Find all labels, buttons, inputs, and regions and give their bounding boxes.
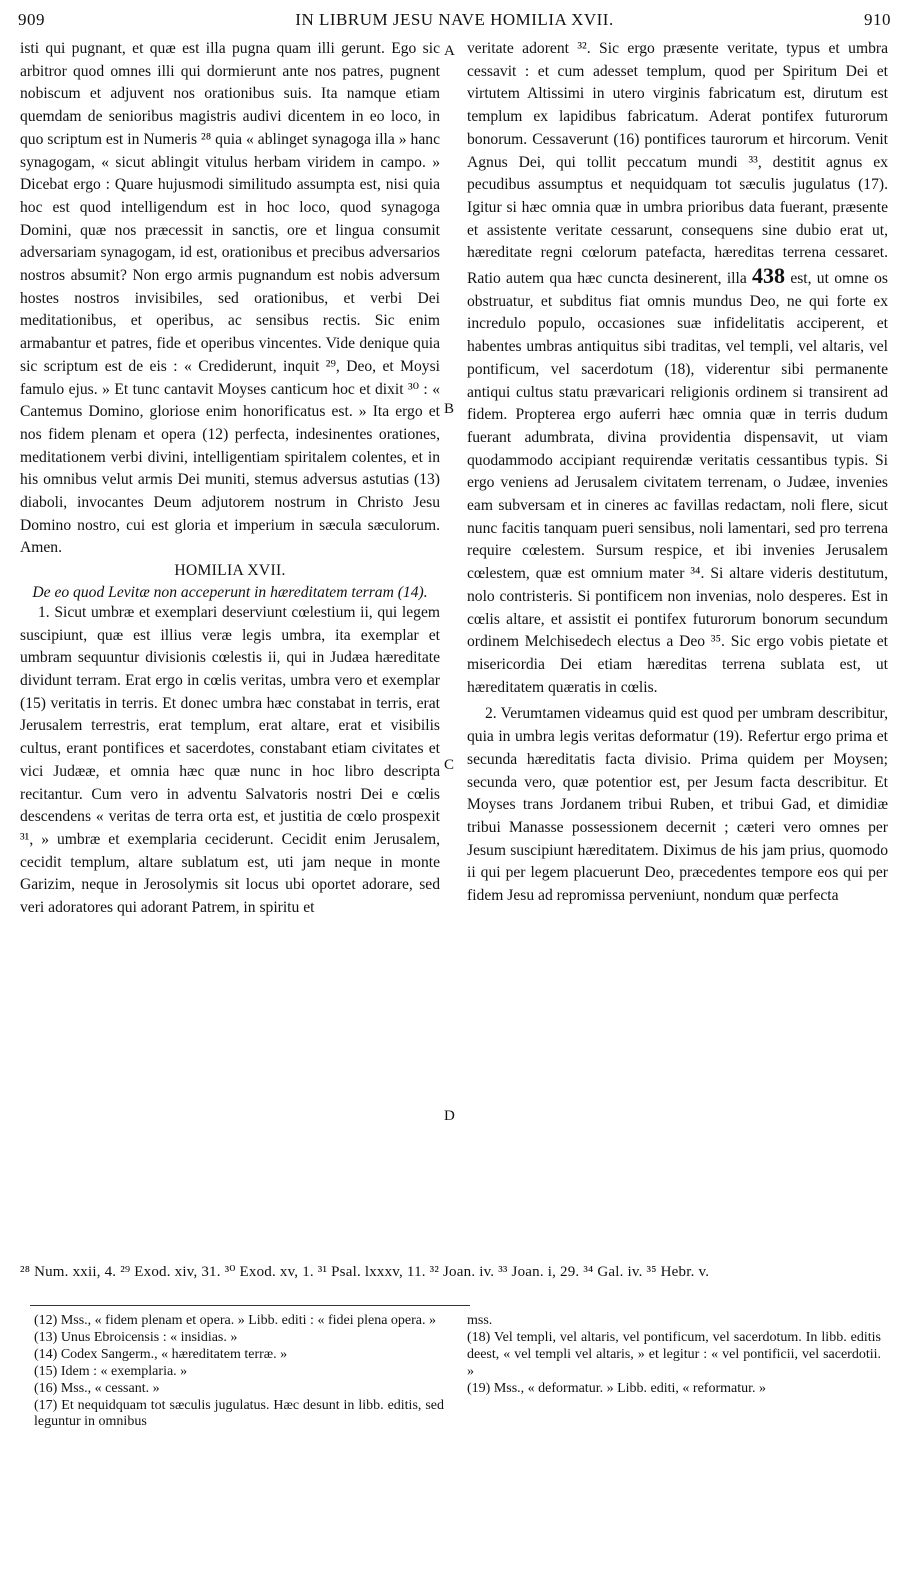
footnote: (17) Et nequidquam tot sæculis jugulatus. Hæc desunt in libb. editis, sed leguntur in omnibus [34, 1397, 444, 1430]
footnotes-right [467, 1313, 881, 1398]
original-page-number: 438 [752, 263, 786, 289]
scripture-references: ²⁸ Num. xxii, 4. ²⁹ Exod. xiv, 31. ³⁰ Exod. xv, 1. ³¹ Psal. lxxxv, 11. ³² Joan. iv. ³³ Joan. i, 29. ³⁴ Gal. iv. ³⁵ Hebr. v. [20, 1264, 710, 1280]
running-title: IN LIBRUM JESU NAVE HOMILIA XVII. [295, 10, 614, 29]
footnote: (15) Idem : « exemplaria. » [34, 1363, 188, 1379]
right-page-number: 910 [864, 10, 891, 29]
footnote: (12) Mss., « fidem plenam et opera. » Libb. editi : « fidei plena opera. » [34, 1313, 437, 1328]
left-page-number: 909 [18, 10, 45, 29]
left-paragraph-2: 1. Sicut umbræ et exemplari deserviunt cœlestium ii, qui legem suscipiunt, quæ est illius veræ legis umbra, ita exemplar et umbram sequuntur divisionis cœlestis ii, qui in Judæa hæreditate dividunt terram. Erat ergo in cœlis veritas, umbra vero et exemplar (15) veritatis in terris. Et donec umbra hæc constabat in terris, erat Jerusalem terrestris, erat templum, erat altare, erat et visibilis cultus, erant pontifices et sacerdotes, constabant etiam civitates et vici Judææ, et omnia hæc quæ nunc in hoc libro descripta recitantur. Cum vero in adventu Salvatoris nostri Dei e cœlis descendens « veritas de terra orta est, et justitia de cœlo prospexit ³¹, » umbræ et exemplaria ceciderunt. Cecidit enim Jerusalem, cecidit templum, altare sublatum est, uti jam neque in monte Garizim, neque in Jerosolymis sit locus ubi oportet adorare, sed veri adoratores qui adorant Patrem, in spiritu et [20, 603, 440, 917]
running-header [18, 10, 891, 32]
footnote: mss. [467, 1313, 493, 1328]
homily-title: HOMILIA XVII. [174, 562, 286, 580]
homily-subtitle: De eo quod Levitæ non acceperunt in hæreditatem terram (14). [32, 583, 428, 601]
right-paragraph-1b: est, ut omne os obstruatur, et subditus fiat omnis mundus Deo, ne qui forte ex incredulo populo, occasiones suæ infidelitatis acciperent, et habentes umbras antiquitus sibi traditas, vel templi, vel altaris, vel pontificum, vel sacerdotum (18), viderentur sibi permanente antiqui cultus statu prævaricari religionis ordinem si transirent ad fidem. Propterea ergo auferri hæc omnia quæ in terris dudum fuerant adumbrata, divina providentia dispensavit, ut viam quodammodo accipiant requirendæ veritatis cessantibus typis. Si ergo veniens ad Jerusalem civitatem terrenam, o Judæe, invenies eam subversam et in cineres ac favillas redactam, noli flere, sicut nunc facitis tanquam pueri sensibus, noli lamentari, sed pro terrena require cœlestem. Sursum respice, et ibi invenies Jerusalem cœlestem, quæ est omnium mater ³⁴. Si altare videris destitutum, nolo contristeris. Si pontificem non invenias, nolo desperes. Est in cœlis altare, et assistit ei pontifex futurorum bonorum secundum ordinem Melchisedech electus a Deo ³⁵. Sic ergo vobis pietate et misericordia Dei etiam hæreditas terrena sublata est, ut hæreditatem quæratis in cœlis. [467, 270, 888, 696]
footnote: (13) Unus Ebroicensis : « insidias. » [34, 1329, 238, 1345]
footnote: (16) Mss., « cessant. » [34, 1380, 160, 1396]
footnote: (18) Vel templi, vel altaris, vel pontificum, vel sacerdotum. In libb. editis deest, « vel templi vel altaris, » et legitur : « vel pontificii, vel sacerdotii. » [467, 1329, 881, 1379]
margin-letter-b: B [444, 401, 455, 417]
margin-letter-c: C [444, 757, 455, 773]
footnotes-left [34, 1313, 444, 1431]
right-paragraph-1 [467, 38, 888, 699]
right-paragraph-1a: veritate adorent ³². Sic ergo præsente veritate, typus et umbra cessavit : et cum adesset templum, quod per Spiritum Dei et virtutem Altissimi in utero virginis fabricatum est, dirutum est templum ex lapidibus fabricatum. Aderat pontifex futurorum bonorum. Cessaverunt (16) pontifices taurorum et hircorum. Venit Agnus Dei, qui tollit peccatum mundi ³³, destitit agnus ex pecudibus assumptus et nequidquam tot sæculis jugulatus (17). Igitur si hæc omnia quæ in umbra prioribus data fuerant, præsente et assistente veritate cessarunt, consequens sine dubio erat ut, hæreditate regni cœlorum patefacta, hæreditas terrena cessaret. Ratio autem qua hæc cuncta desinerent, illa [467, 40, 888, 288]
left-column [20, 38, 440, 920]
footnote-rule [30, 1305, 470, 1306]
footnote: (19) Mss., « deformatur. » Libb. editi, « reformatur. » [467, 1380, 766, 1396]
margin-letter-d: D [444, 1108, 455, 1124]
right-column [467, 38, 888, 908]
margin-letter-a: A [444, 43, 455, 59]
left-paragraph-1: isti qui pugnant, et quæ est illa pugna quam illi gerunt. Ego sic arbitror quod omnes illi qui dormierunt ante nos patres, pugnent nobiscum et adjuvent nos orationibus suis. Ita namque etiam quemdam de senioribus magistris audivi dicentem in eo loco, in quo scriptum est in Numeris ²⁸ quia « ablinget synagoga illa » hanc synagogam, « sicut ablingit vitulus herbam viridem in campo. » Dicebat ergo : Quare hujusmodi similitudo assumpta est, nisi quia hoc est quod intelligendum est in hoc loco, quod synagoga Domini, quæ nos præcessit in sanctis, ore et lingua consumit adversariam synagogam, id est, orationibus et precibus adversarios nostros absumit? Non ergo armis pugnandum est nobis adversum hostes nostros invisibiles, sed orationibus, et verbi Dei meditationibus, et operibus, ac sensibus rectis. Sic enim armabantur et patres, fide et operibus vincentes. Vide denique quia sic scriptum est de eis : « Crediderunt, inquit ²⁹, Deo, et Moysi famulo ejus. » Et tunc cantavit Moyses canticum hoc et dixit ³⁰ : « Cantemus Domino, gloriose enim honorificatus est. » Ita ergo et nos fidem plenam et opera (12) perfecta, indesinentes orationes, meditationem verbi divini, intelligentiam spiritalem colentes, et in his omnibus velut armis Dei muniti, stemus adversus astutias (13) diaboli, invocantes Deum adjutorem nostrum in Christo Jesu Domino nostro, cui est gloria et imperium in sæcula sæculorum. Amen. [20, 40, 440, 557]
footnote: (14) Codex Sangerm., « hæreditatem terræ. » [34, 1346, 288, 1362]
right-paragraph-2: 2. Verumtamen videamus quid est quod per umbram describitur, quia in umbra legis veritas deformatur (19). Refertur ergo prima et secunda hæreditatis facta divisio. Prima quidem per Moysen; secunda vero, quæ potentior est, per Jesum facta describitur. Et Moyses trans Jordanem tribui Ruben, et tribui Gad, et dimidiæ tribui Manasse possessionem decernit ; cæteri vero omnes per Jesum suscipiunt hæreditatem. Diximus de his jam prius, quomodo ii qui per legem placuerunt Deo, præcedentes tempore eos qui per fidem Jesu ad repromissa perveniunt, nondum quæ perfecta [467, 705, 888, 905]
